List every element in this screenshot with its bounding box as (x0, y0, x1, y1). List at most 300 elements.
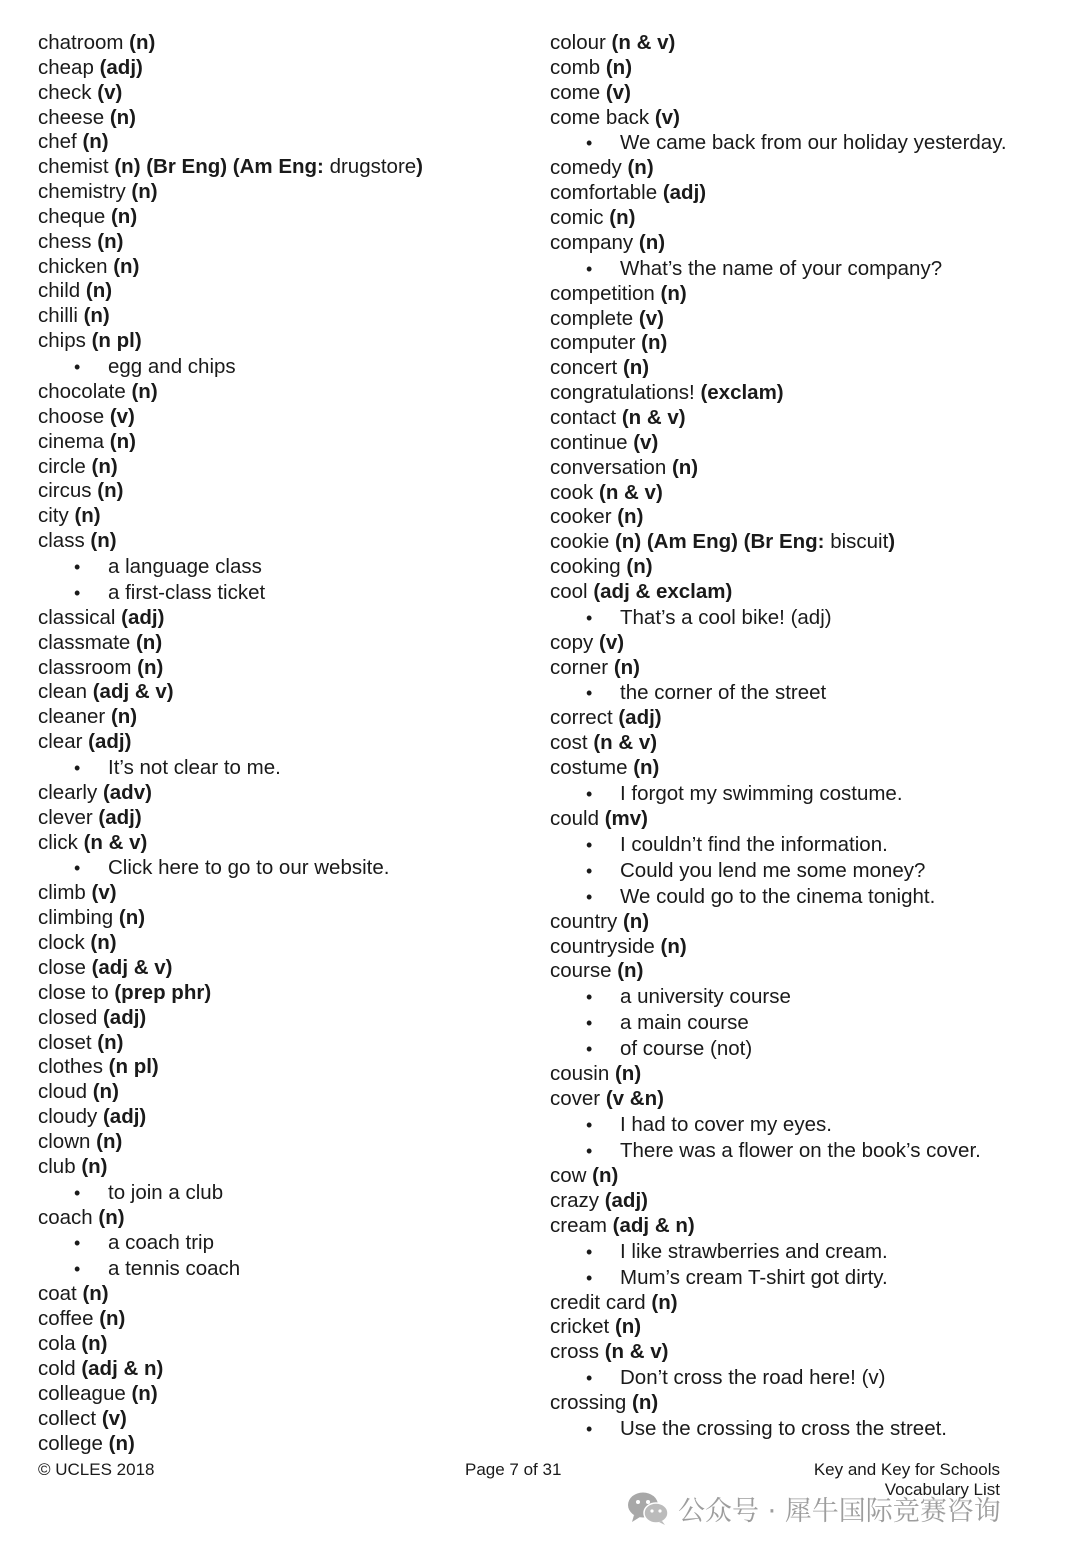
vocab-entry (38, 130, 518, 155)
vocab-entry (38, 1206, 518, 1231)
bullet-icon: • (74, 858, 81, 879)
part-of-speech: (n) (614, 1062, 642, 1086)
watermark-text: 公众号 · 犀牛国际竞赛咨询 (678, 1495, 1001, 1527)
example-item (550, 1036, 1060, 1062)
example-item (550, 858, 1060, 884)
example-text: I like strawberries and cream. (620, 1239, 888, 1263)
headword: come (550, 80, 601, 104)
vocab-entry (550, 206, 1060, 231)
vocab-entry (550, 56, 1060, 81)
headword: chips (38, 329, 86, 353)
part-of-speech: (v) (91, 881, 117, 905)
headword: cheap (38, 55, 94, 79)
headword: country (550, 909, 618, 933)
bullet-icon: • (586, 1013, 593, 1034)
bullet-icon: • (74, 582, 81, 603)
example-item (550, 605, 1060, 631)
headword: copy (550, 630, 594, 654)
part-of-speech: (n) (671, 455, 699, 479)
vocab-entry (38, 730, 518, 755)
part-of-speech: (v) (109, 404, 135, 428)
vocab-entry (38, 981, 518, 1006)
headword: chatroom (38, 31, 124, 54)
vocab-entry (38, 1105, 518, 1130)
part-of-speech: (n) (96, 1129, 123, 1153)
bullet-icon: • (74, 1259, 81, 1280)
vocab-entry (550, 530, 1060, 555)
part-of-speech: (n) (Am Eng) (Br Eng: (614, 530, 825, 554)
part-of-speech: (n) (91, 454, 118, 478)
vocab-entry (550, 756, 1060, 781)
vocabulary-column-right (550, 31, 1060, 1442)
headword: conversation (550, 455, 667, 479)
headword: clothes (38, 1055, 103, 1079)
headword: choose (38, 404, 105, 428)
headword: cloud (38, 1080, 88, 1104)
part-of-speech: (adj & v) (91, 956, 173, 979)
example-text: Mum’s cream T-shirt got dirty. (620, 1265, 888, 1289)
example-item (38, 554, 518, 580)
headword: clever (38, 805, 93, 829)
headword: clearly (38, 780, 98, 804)
part-of-speech: (adj & exclam) (593, 579, 733, 603)
vocab-entry (38, 430, 518, 455)
headword: competition (550, 281, 655, 305)
vocab-entry (38, 1282, 518, 1307)
part-of-speech: (n) (651, 1290, 678, 1314)
bullet-icon: • (586, 683, 593, 704)
part-of-speech: (mv) (604, 806, 649, 830)
part-of-speech: (n) (641, 331, 668, 355)
footer-copyright: © UCLES 2018 (38, 1460, 155, 1479)
part-of-speech: (n) (98, 1205, 125, 1229)
part-of-speech: (n) (97, 229, 124, 253)
headword: club (38, 1154, 76, 1178)
bullet-icon: • (74, 356, 81, 377)
vocab-entry (38, 205, 518, 230)
bullet-icon: • (586, 1141, 593, 1161)
vocab-entry (550, 1164, 1060, 1189)
part-of-speech: (adj) (98, 805, 142, 829)
vocab-entry (38, 405, 518, 430)
part-of-speech: (n) (82, 1282, 109, 1306)
example-text: a coach trip (108, 1231, 214, 1255)
headword: course (550, 959, 612, 983)
part-of-speech: (n) (92, 1080, 119, 1104)
headword: close to (38, 980, 109, 1004)
example-item (550, 781, 1060, 807)
part-of-speech: (adj & n) (612, 1213, 695, 1237)
headword: closet (38, 1030, 92, 1054)
vocab-entry (38, 631, 518, 656)
part-of-speech: (n) (99, 1307, 126, 1331)
part-of-speech: (n & v) (604, 1340, 669, 1364)
headword: colleague (38, 1381, 126, 1405)
headword: chilli (38, 304, 78, 328)
headword: comic (550, 206, 604, 230)
vocab-entry (38, 1031, 518, 1056)
variant-close: ) (888, 530, 896, 554)
vocab-entry (550, 156, 1060, 181)
part-of-speech: (n) (135, 630, 163, 654)
headword: child (38, 279, 81, 303)
example-item (38, 1180, 518, 1206)
vocab-entry (38, 781, 518, 806)
headword: cream (550, 1213, 607, 1237)
part-of-speech: (n) (660, 934, 687, 958)
headword: cloudy (38, 1105, 98, 1129)
vocab-entry (38, 881, 518, 906)
wechat-icon (626, 1490, 670, 1526)
bullet-icon: • (586, 783, 593, 804)
example-item (550, 832, 1060, 858)
example-text: Use the crossing to cross the street. (620, 1416, 947, 1440)
bullet-icon: • (586, 258, 593, 279)
part-of-speech: (adj & n) (81, 1356, 164, 1380)
headword: crazy (550, 1188, 599, 1212)
vocab-entry (38, 656, 518, 681)
vocab-entry (38, 931, 518, 956)
headword: computer (550, 331, 636, 355)
part-of-speech: (n & v) (593, 731, 658, 755)
vocab-entry (38, 680, 518, 705)
part-of-speech: (n) (118, 906, 146, 930)
headword: chess (38, 229, 92, 253)
part-of-speech: (n) (Br Eng) (Am Eng: (114, 155, 324, 179)
vocab-entry (38, 529, 518, 554)
example-item (550, 884, 1060, 910)
vocab-entry (550, 631, 1060, 656)
example-text: to join a club (108, 1180, 224, 1204)
bullet-icon: • (74, 757, 81, 778)
part-of-speech: (n) (617, 959, 644, 983)
example-item (550, 984, 1060, 1010)
vocab-entry (550, 959, 1060, 984)
example-text: of course (not) (620, 1037, 753, 1061)
part-of-speech: (n) (137, 655, 164, 679)
part-of-speech: (n pl) (91, 329, 142, 353)
headword: climbing (38, 906, 114, 930)
vocab-entry (550, 1391, 1060, 1416)
example-text: We came back from our holiday yesterday. (620, 131, 1007, 155)
vocab-entry (38, 504, 518, 529)
vocab-entry (38, 1055, 518, 1080)
vocab-entry (38, 479, 518, 504)
vocab-entry (38, 1080, 518, 1105)
part-of-speech: (n) (131, 379, 158, 403)
vocab-entry (550, 106, 1060, 131)
headword: contact (550, 405, 617, 429)
footer-title-line2: Vocabulary List (884, 1480, 1000, 1499)
part-of-speech: (n) (110, 204, 138, 228)
vocab-entry (38, 606, 518, 631)
example-text: I forgot my swimming costume. (620, 781, 903, 805)
part-of-speech: (v) (97, 80, 123, 104)
headword: cheese (38, 105, 105, 129)
example-item (550, 1138, 1060, 1164)
bullet-icon: • (586, 133, 593, 154)
vocab-entry (550, 282, 1060, 307)
headword: chemist (38, 155, 109, 179)
vocab-entry (550, 456, 1060, 481)
example-item (38, 855, 518, 881)
vocab-entry (38, 1432, 518, 1457)
vocab-entry (550, 1062, 1060, 1087)
headword: cola (38, 1332, 76, 1356)
headword: cover (550, 1087, 601, 1111)
vocab-entry (550, 356, 1060, 381)
headword: comfortable (550, 181, 658, 205)
headword: comedy (550, 156, 622, 180)
example-part-of-speech: (v) (861, 1366, 886, 1390)
part-of-speech: (n) (660, 281, 687, 305)
example-text: a tennis coach (108, 1257, 241, 1281)
vocab-entry (550, 935, 1060, 960)
vocab-entry (38, 1006, 518, 1031)
headword: coach (38, 1205, 93, 1229)
variant-word: biscuit (830, 530, 889, 554)
example-item (550, 1010, 1060, 1036)
example-item (38, 1256, 518, 1282)
vocab-entry (38, 380, 518, 405)
footer-title-line1: Key and Key for Schools (813, 1460, 1000, 1479)
bullet-icon: • (74, 1233, 81, 1254)
headword: clown (38, 1129, 91, 1153)
example-item (38, 580, 518, 606)
part-of-speech: (n & v) (621, 405, 686, 429)
footer-page-number: Page 7 of 31 (465, 1460, 562, 1479)
bullet-icon: • (586, 1418, 593, 1439)
example-text: There was a flower on the book’s cover. (620, 1139, 981, 1162)
part-of-speech: (n) (81, 1154, 108, 1178)
example-text: a university course (620, 985, 791, 1009)
headword: cookie (550, 530, 610, 554)
example-text: That’s a cool bike! (620, 605, 785, 629)
headword: chicken (38, 254, 108, 278)
vocab-entry (38, 56, 518, 81)
vocab-entry (550, 181, 1060, 206)
part-of-speech: (n) (90, 529, 117, 553)
part-of-speech: (adv) (102, 780, 152, 804)
vocab-entry (38, 1357, 518, 1382)
bullet-icon: • (586, 607, 593, 628)
headword: cooker (550, 505, 612, 529)
headword: classical (38, 605, 116, 629)
part-of-speech: (v) (654, 105, 680, 129)
headword: cheque (38, 204, 106, 228)
part-of-speech: (exclam) (700, 381, 784, 405)
example-text: Could you lend me some money? (620, 858, 926, 882)
vocab-entry (550, 505, 1060, 530)
part-of-speech: (n) (592, 1164, 619, 1187)
headword: clock (38, 931, 85, 955)
part-of-speech: (n) (131, 1381, 158, 1405)
headword: cousin (550, 1062, 610, 1086)
bullet-icon: • (586, 987, 593, 1008)
part-of-speech: (n) (81, 1332, 108, 1356)
part-of-speech: (n) (109, 429, 136, 453)
headword: climb (38, 881, 86, 905)
bullet-icon: • (586, 1241, 593, 1262)
example-item (550, 1416, 1060, 1442)
vocab-entry (550, 1214, 1060, 1239)
vocab-entry (38, 1155, 518, 1180)
part-of-speech: (n & v) (83, 830, 148, 854)
example-item (550, 1265, 1060, 1291)
part-of-speech: (adj) (618, 706, 662, 730)
bullet-icon: • (586, 1115, 593, 1135)
example-item (38, 755, 518, 781)
example-part-of-speech: (adj) (790, 605, 832, 629)
example-text: a main course (620, 1011, 749, 1035)
example-item (38, 354, 518, 380)
part-of-speech: (adj) (88, 730, 132, 754)
vocab-entry (550, 1291, 1060, 1316)
vocab-entry (38, 806, 518, 831)
vocab-entry (38, 304, 518, 329)
part-of-speech: (n) (622, 909, 650, 933)
headword: coffee (38, 1307, 94, 1331)
bullet-icon: • (586, 1267, 593, 1288)
headword: close (38, 956, 86, 979)
part-of-speech: (n) (97, 1030, 124, 1054)
headword: continue (550, 430, 628, 454)
vocab-entry (550, 1315, 1060, 1340)
vocab-entry (38, 956, 518, 981)
example-text: I couldn’t find the information. (620, 832, 888, 856)
vocab-entry (38, 1307, 518, 1332)
example-text: a language class (108, 554, 262, 578)
example-text: What’s the name of your company? (620, 256, 943, 280)
example-text: I had to cover my eyes. (620, 1113, 832, 1136)
variant-close: ) (416, 155, 423, 179)
vocab-entry (550, 307, 1060, 332)
part-of-speech: (adj) (99, 55, 143, 79)
vocab-entry (550, 331, 1060, 356)
vocab-entry (38, 705, 518, 730)
headword: chocolate (38, 379, 126, 403)
vocab-entry (550, 1340, 1060, 1365)
example-item (550, 1365, 1060, 1391)
part-of-speech: (n & v) (599, 480, 663, 504)
bullet-icon: • (586, 1039, 593, 1060)
part-of-speech: (n) (627, 156, 654, 180)
vocab-entry (550, 231, 1060, 256)
headword: circle (38, 454, 86, 478)
vocab-entry (38, 155, 518, 180)
headword: concert (550, 356, 618, 380)
headword: cook (550, 480, 594, 504)
bullet-icon: • (586, 860, 593, 881)
part-of-speech: (v &n) (605, 1087, 664, 1111)
vocab-entry (38, 831, 518, 856)
headword: chemistry (38, 180, 126, 204)
headword: cooking (550, 555, 621, 579)
headword: company (550, 230, 634, 254)
headword: cricket (550, 1315, 610, 1339)
headword: colour (550, 31, 606, 54)
bullet-icon: • (74, 556, 81, 577)
vocab-entry (38, 906, 518, 931)
part-of-speech: (n) (113, 254, 140, 278)
vocab-entry (550, 910, 1060, 935)
vocab-entry (550, 481, 1060, 506)
part-of-speech: (n pl) (108, 1055, 159, 1079)
vocabulary-column-left (38, 31, 518, 1456)
vocab-entry (38, 1382, 518, 1407)
headword: classroom (38, 655, 132, 679)
vocab-entry (38, 1130, 518, 1155)
part-of-speech: (n) (626, 555, 653, 579)
vocab-entry (550, 1189, 1060, 1214)
example-item (550, 1239, 1060, 1265)
part-of-speech: (n) (617, 505, 644, 529)
example-text: the corner of the street (620, 681, 827, 705)
bullet-icon: • (586, 1368, 593, 1389)
headword: cost (550, 731, 588, 755)
part-of-speech: (n) (613, 655, 640, 679)
part-of-speech: (adj & v) (92, 680, 174, 704)
headword: circus (38, 479, 92, 503)
vocab-entry (38, 230, 518, 255)
part-of-speech: (n) (97, 479, 124, 503)
part-of-speech: (n) (83, 304, 110, 328)
part-of-speech: (n) (74, 504, 101, 528)
part-of-speech: (v) (633, 430, 659, 454)
example-text: a first-class ticket (108, 580, 266, 604)
part-of-speech: (n) (609, 206, 636, 230)
headword: congratulations! (550, 381, 695, 405)
part-of-speech: (adj) (102, 1005, 147, 1029)
part-of-speech: (n) (90, 931, 117, 955)
watermark (626, 1486, 1001, 1530)
part-of-speech: (n) (605, 55, 633, 79)
vocab-entry (550, 807, 1060, 832)
headword: corner (550, 655, 609, 679)
vocab-entry (550, 706, 1060, 731)
part-of-speech: (v) (101, 1406, 127, 1430)
headword: cinema (38, 429, 105, 453)
part-of-speech: (v) (638, 306, 664, 330)
headword: click (38, 830, 78, 854)
part-of-speech: (adj) (604, 1188, 648, 1212)
part-of-speech: (n) (110, 705, 138, 729)
part-of-speech: (v) (599, 630, 625, 654)
headword: check (38, 80, 92, 104)
part-of-speech: (n) (632, 1391, 659, 1415)
bullet-icon: • (586, 834, 593, 855)
headword: complete (550, 306, 634, 330)
example-text: Click here to go to our website. (108, 856, 390, 880)
part-of-speech: (n) (109, 105, 136, 129)
example-item (550, 680, 1060, 706)
example-text: It’s not clear to me. (108, 755, 281, 779)
headword: city (38, 504, 69, 528)
vocab-entry (38, 81, 518, 106)
headword: cold (38, 1356, 76, 1380)
headword: comb (550, 55, 601, 79)
vocab-entry (38, 279, 518, 304)
headword: clear (38, 730, 83, 754)
headword: countryside (550, 934, 655, 958)
headword: classmate (38, 630, 131, 654)
vocab-entry (550, 31, 1060, 56)
vocab-entry (38, 31, 518, 56)
part-of-speech: (adj) (102, 1105, 147, 1129)
part-of-speech: (n) (622, 356, 650, 380)
part-of-speech: (prep phr) (114, 980, 212, 1004)
vocab-entry (550, 81, 1060, 106)
